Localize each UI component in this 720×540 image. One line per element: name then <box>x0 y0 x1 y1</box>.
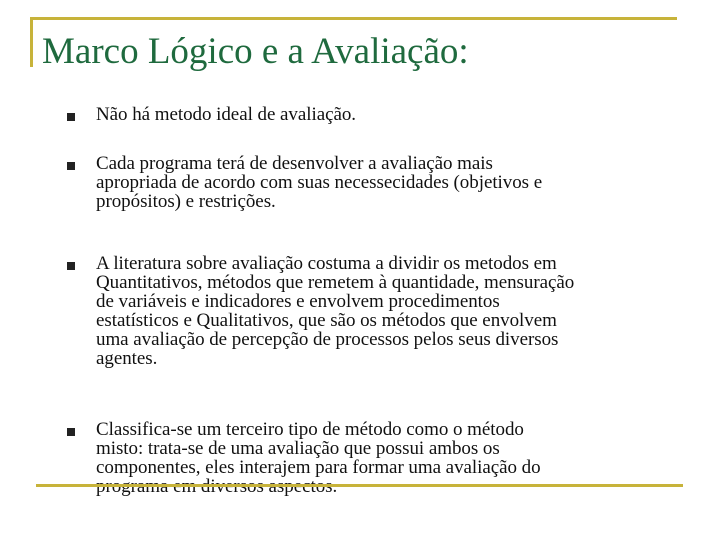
top-accent-line <box>30 17 677 20</box>
bullet-line: Cada programa terá de desenvolver a avaliação mais <box>96 153 493 174</box>
bullet-line: misto: trata-se de uma avaliação que possui ambos os <box>96 438 500 459</box>
square-bullet-icon <box>67 162 75 170</box>
bullet-text <box>96 105 696 124</box>
bullet-text <box>96 254 696 368</box>
bullet-line: apropriada de acordo com suas necessecidades (objetivos e <box>96 172 543 193</box>
bullet-line: agentes. <box>96 348 158 369</box>
bullet-line: uma avaliação de percepção de processos pelos seus diversos <box>96 329 559 350</box>
bullet-line: A literatura sobre avaliação costuma a dividir os metodos em <box>96 253 557 274</box>
square-bullet-icon <box>67 113 75 121</box>
bullet-line: de variáveis e indicadores e envolvem procedimentos <box>96 291 500 312</box>
bullet-line: componentes, eles interajem para formar uma avaliação do <box>96 457 541 478</box>
slide-title: Marco Lógico e a Avaliação: <box>42 31 469 72</box>
square-bullet-icon <box>67 428 75 436</box>
bullet-line: Não há metodo ideal de avaliação. <box>96 104 357 125</box>
bullet-line: Quantitativos, métodos que remetem à quantidade, mensuração <box>96 272 575 293</box>
bullet-text <box>96 154 696 211</box>
bullet-line: propósitos) e restrições. <box>96 191 276 212</box>
left-accent-line <box>30 17 33 67</box>
bottom-accent-line <box>36 484 683 487</box>
square-bullet-icon <box>67 262 75 270</box>
bullet-line: Classifica-se um terceiro tipo de método como o método <box>96 419 524 440</box>
bullet-line: estatísticos e Qualitativos, que são os métodos que envolvem <box>96 310 557 331</box>
